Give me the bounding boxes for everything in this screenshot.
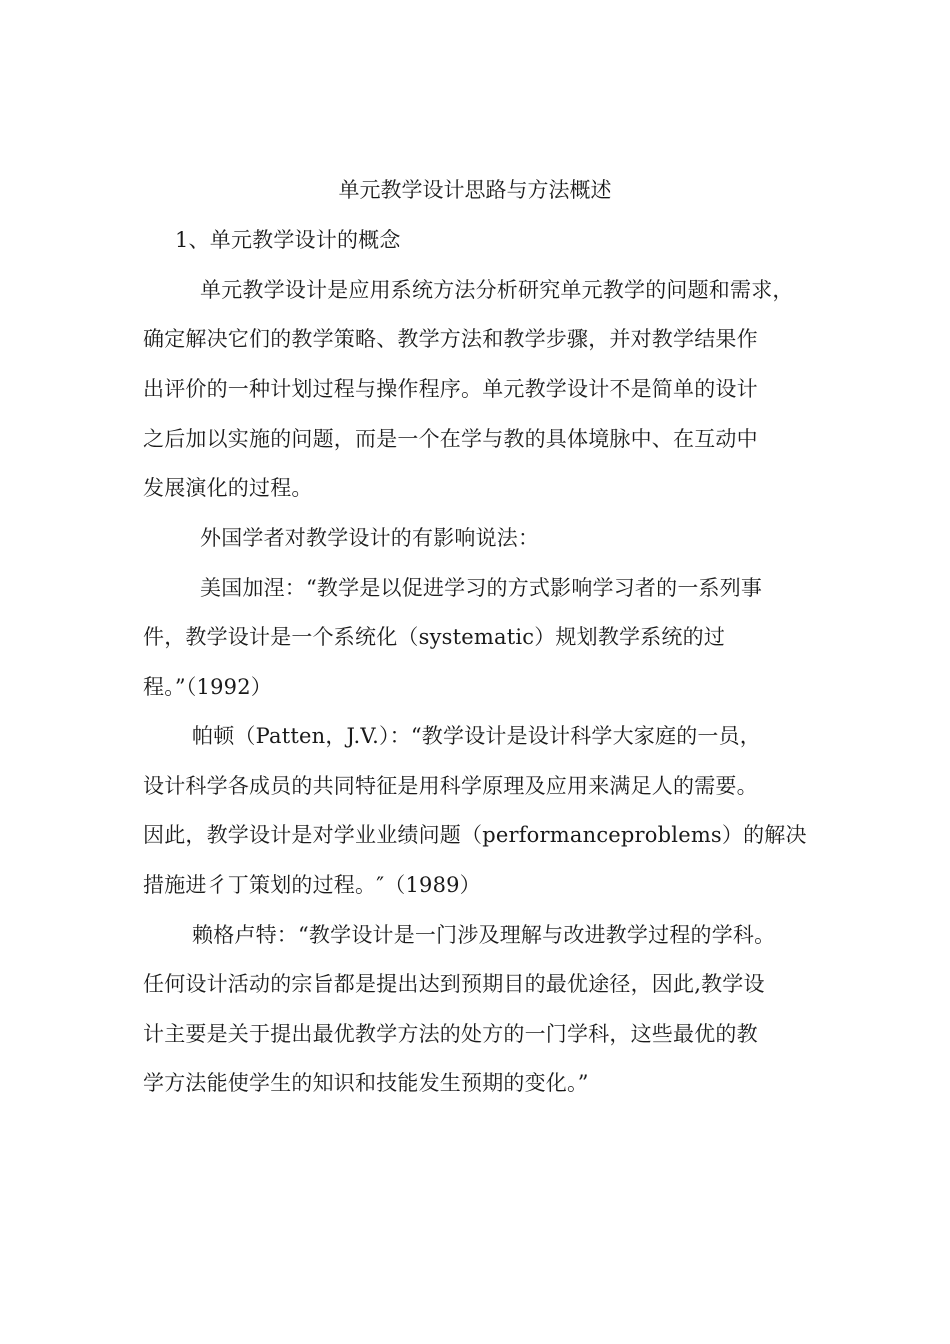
paragraph-line: 确定解决它们的教学策略、教学方法和教学步骤，并对教学结果作 [143,327,758,351]
paragraph-line: 赖格卢特：“教学设计是一门涉及理解与改进教学过程的学科。 [192,923,776,947]
document-title: 单元教学设计思路与方法概述 [338,178,612,202]
paragraph-line: 因此，教学设计是对学业业绩问题（performanceproblems）的解决 [143,823,807,847]
paragraph-line: 计主要是关于提出最优教学方法的处方的一门学科，这些最优的教 [143,1022,758,1046]
paragraph-line: 学方法能使学生的知识和技能发生预期的变化。” [143,1071,589,1095]
paragraph-line: 出评价的一种计划过程与操作程序。单元教学设计不是简单的设计 [143,377,758,401]
paragraph-line: 之后加以实施的问题，而是一个在学与教的具体境脉中、在互动中 [143,427,758,451]
paragraph-line: 美国加涅：“教学是以促进学习的方式影响学习者的一系列事 [200,576,763,600]
paragraph-line: 程。”（1992） [143,675,272,699]
paragraph-line: 件，教学设计是一个系统化（systematic）规划教学系统的过 [143,625,726,649]
paragraph-line: 任何设计活动的宗旨都是提出达到预期目的最优途径，因此,教学设 [143,972,765,996]
paragraph-line: 发展演化的过程。 [143,476,313,500]
paragraph-line: 设计科学各成员的共同特征是用科学原理及应用来满足人的需要。 [143,774,758,798]
paragraph-line: 帕顿（Patten，J.V.）：“教学设计是设计科学大家庭的一员， [192,724,762,748]
paragraph-line: 单元教学设计是应用系统方法分析研究单元教学的问题和需求， [200,278,794,302]
section-heading: 1、单元教学设计的概念 [175,228,401,252]
paragraph-line: 措施进彳丁策划的过程。″（1989） [143,873,481,897]
paragraph-line: 外国学者对教学设计的有影响说法： [200,526,540,550]
